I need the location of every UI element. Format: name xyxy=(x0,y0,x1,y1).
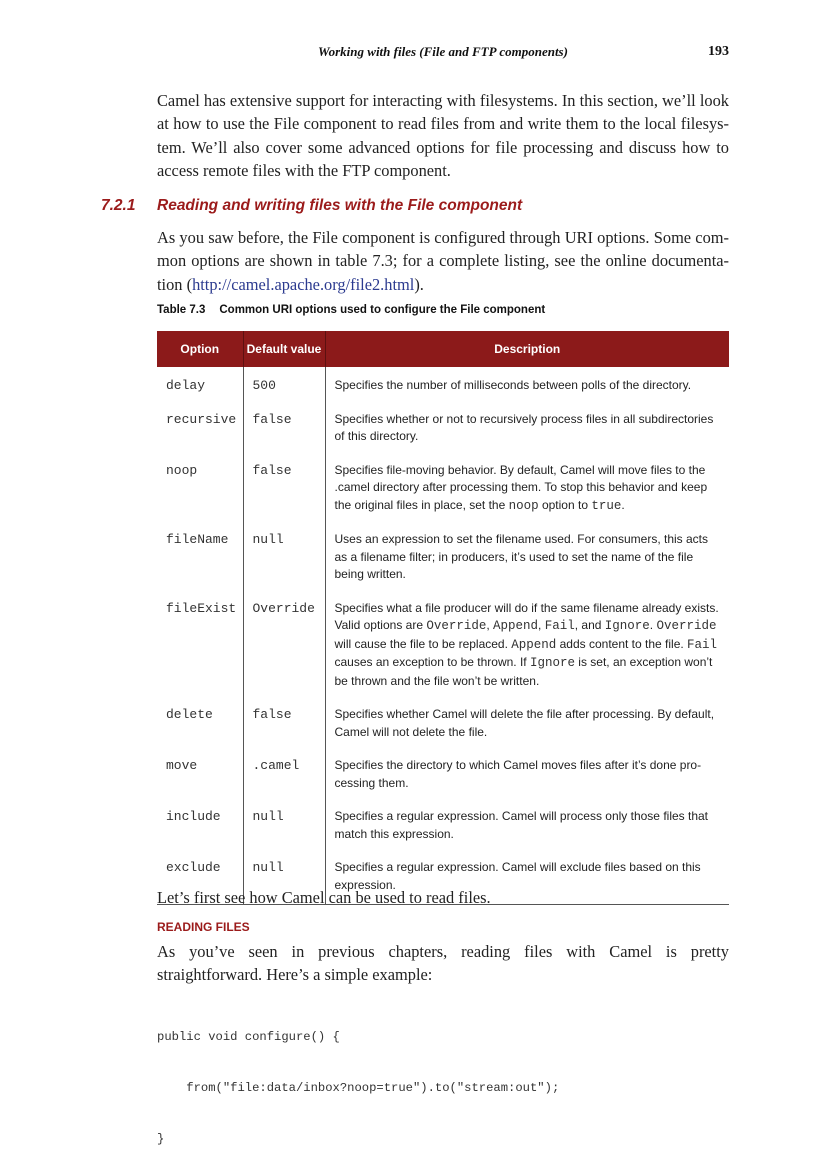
code-line: } xyxy=(157,1132,165,1146)
reading-files-heading: READING FILES xyxy=(157,920,250,934)
table-row xyxy=(157,749,729,800)
table-body xyxy=(157,367,729,905)
default-value-cell: null xyxy=(243,851,325,905)
option-cell: delete xyxy=(157,698,243,749)
option-cell: fileName xyxy=(157,523,243,592)
header-description: Description xyxy=(325,331,729,367)
table-header-row xyxy=(157,331,729,367)
description-text: is set, an exception won’t be thrown and the file won’t be written. xyxy=(334,655,713,688)
description-cell xyxy=(325,403,729,454)
table-row xyxy=(157,403,729,454)
inline-code: Fail xyxy=(687,637,718,652)
default-value-cell: null xyxy=(243,523,325,592)
option-cell: exclude xyxy=(157,851,243,905)
description-text: , xyxy=(538,618,545,632)
description-text: adds content to the file. xyxy=(556,636,688,651)
table-caption-text: Common URI options used to configure the File component xyxy=(219,304,546,316)
reading-paragraph: As you’ve seen in previous chapters, reading files with Camel is pretty straightforward. Here’s a simple example: xyxy=(157,942,729,985)
header-option: Option xyxy=(157,331,243,367)
running-title: Working with files (File and FTP components) xyxy=(318,44,568,59)
description-text: . xyxy=(649,618,657,632)
inline-code: Append xyxy=(493,619,539,633)
option-cell: delay xyxy=(157,367,243,403)
code-line: public void configure() { xyxy=(157,1030,340,1044)
section-number: 7.2.1 xyxy=(101,197,136,214)
description-cell xyxy=(325,367,729,403)
option-cell: recursive xyxy=(157,403,243,454)
description-cell xyxy=(325,523,729,592)
intro-paragraph: Camel has extensive support for interacting with filesystems. In this section, we’ll look at how to use the File component to read files from and write them to the local filesys-tem. We’ll also cover some advanced options for file processing and discuss how to access remote files with the FTP component. xyxy=(157,91,729,181)
description-cell xyxy=(325,749,729,800)
description-text: will cause the file to be replaced. xyxy=(334,636,512,651)
description-text: Uses an expression to set the filename used. For consumers, this acts as a filename filter; in producers, it’s used to set the name of the file being written. xyxy=(334,532,709,581)
description-cell xyxy=(325,698,729,749)
inline-code: Override xyxy=(426,619,487,633)
table-row xyxy=(157,800,729,851)
description-cell xyxy=(325,592,729,699)
table-row xyxy=(157,454,729,524)
description-cell xyxy=(325,800,729,851)
default-value-cell: 500 xyxy=(243,367,325,403)
option-cell: noop xyxy=(157,454,243,524)
default-value-cell: Override xyxy=(243,592,325,699)
description-text: option to xyxy=(538,497,592,512)
section-paragraph-end: ). xyxy=(414,274,424,294)
after-table-paragraph: Let’s first see how Camel can be used to read files. xyxy=(157,888,491,907)
table-row xyxy=(157,523,729,592)
inline-code: Ignore xyxy=(604,619,650,633)
option-cell: move xyxy=(157,749,243,800)
description-text: , xyxy=(486,618,494,632)
description-text: causes an exception to be thrown. If xyxy=(334,655,530,669)
table-caption-label: Table 7.3 xyxy=(157,304,206,316)
inline-code: noop xyxy=(508,498,539,513)
documentation-link[interactable]: http://camel.apache.org/file2.html xyxy=(192,274,415,294)
description-text: . xyxy=(621,497,625,512)
default-value-cell: false xyxy=(243,698,325,749)
option-cell: include xyxy=(157,800,243,851)
code-line: from("file:data/inbox?noop=true").to("stream:out"); xyxy=(157,1081,560,1095)
description-text: Specifies the directory to which Camel moves files after it’s done pro-cessing them. xyxy=(334,758,702,790)
page-header xyxy=(157,44,729,64)
page-number: 193 xyxy=(708,44,729,59)
default-value-cell: false xyxy=(243,403,325,454)
description-text: Specifies file-moving behavior. By default, Camel will move files to the .camel directory after processing them. To stop this behavior and keep the original files in place, set the xyxy=(334,462,708,512)
option-cell: fileExist xyxy=(157,592,243,699)
default-value-cell: false xyxy=(243,454,325,524)
section-paragraph-text: As you saw before, the File component is configured through URI options. Some com-mon options are shown in table 7.3; for a complete listing, see the online documenta-tion ( xyxy=(157,228,729,294)
description-text: Specifies the number of milliseconds between polls of the directory. xyxy=(334,378,692,392)
description-text: Specifies what a file producer will do if the same filename already exists. Valid options are xyxy=(334,600,719,632)
section-title: Reading and writing files with the File component xyxy=(157,197,523,214)
default-value-cell: .camel xyxy=(243,749,325,800)
inline-code: Fail xyxy=(544,619,575,633)
description-text: Specifies whether Camel will delete the file after processing. By default, Camel will not delete the file. xyxy=(334,707,715,739)
description-text: Specifies whether or not to recursively process files in all subdirectories of this directory. xyxy=(334,411,714,443)
header-default-value: Default value xyxy=(243,331,325,367)
description-text: Specifies a regular expression. Camel will exclude files based on this expression. xyxy=(334,860,701,892)
inline-code: Ignore xyxy=(529,656,575,670)
options-table xyxy=(157,331,729,905)
table-caption xyxy=(157,304,545,316)
default-value-cell: null xyxy=(243,800,325,851)
inline-code: Override xyxy=(656,619,717,633)
table-row xyxy=(157,698,729,749)
section-paragraph xyxy=(157,226,729,296)
table-row xyxy=(157,367,729,403)
description-text: , and xyxy=(574,618,605,632)
inline-code: true xyxy=(591,498,622,513)
code-listing xyxy=(157,995,559,1165)
inline-code: Append xyxy=(511,637,557,652)
description-cell xyxy=(325,454,729,524)
description-text: Specifies a regular expression. Camel will process only those files that match this expression. xyxy=(334,809,709,841)
table-row xyxy=(157,592,729,699)
